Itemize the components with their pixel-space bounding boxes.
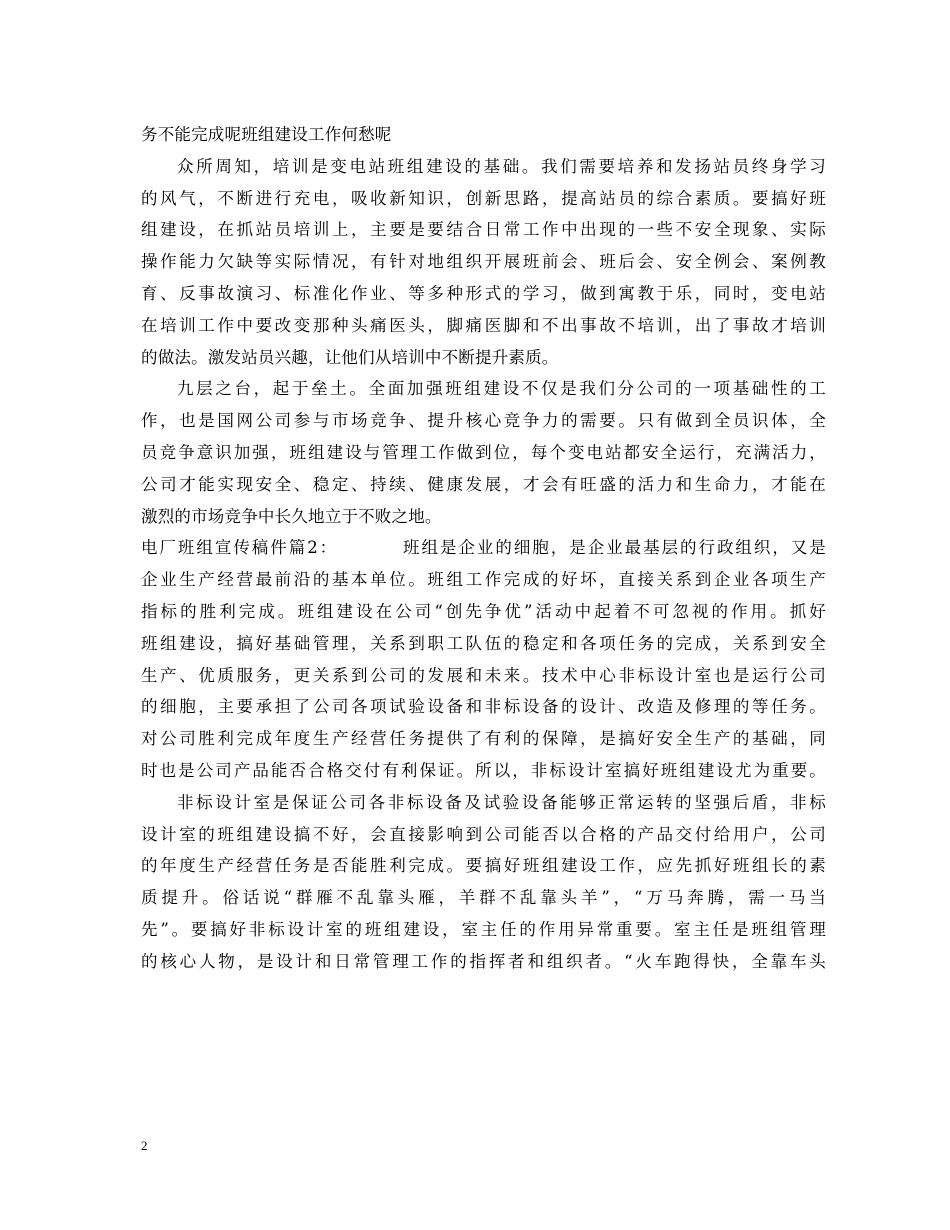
text-line-4: 组建设，在抓站员培训上，主要是要结合日常工作中出现的一些不安全现象、实际 [141,220,826,240]
text-line-19: 的细胞，主要承担了公司各项试验设备和非标设备的设计、改造及修理的等任务。 [141,697,826,717]
text-line-25: 质提升。俗话说“群雁不乱靠头雁，羊群不乱靠头羊”，“万马奔腾，需一马当 [141,888,826,908]
text-line-5: 操作能力欠缺等实际情况，有针对地组织开展班前会、班后会、安全例会、案例教 [141,252,826,272]
text-line-1: 务不能完成呢班组建设工作何愁呢 [141,125,392,144]
text-line-2: 众所周知，培训是变电站班组建设的基础。我们需要培养和发扬站员终身学习 [177,156,826,176]
text-line-16: 指标的胜利完成。班组建设在公司“创先争优”活动中起着不可忽视的作用。抓好 [141,601,826,621]
page-number: 2 [141,1138,148,1153]
text-line-7: 在培训工作中要改变那种头痛医头，脚痛医脚和不出事故不培训，出了事故才培训 [141,315,826,335]
text-line-14: 电厂班组宣传稿件篇2： 班组是企业的细胞，是企业最基层的行政组织，又是 [141,538,826,558]
text-line-6: 育、反事故演习、标准化作业、等多种形式的学习，做到寓教于乐，同时，变电站 [141,283,826,303]
text-line-10: 作，也是国网公司参与市场竞争、提升核心竞争力的需要。只有做到全员识体，全 [141,411,826,431]
text-line-21: 时也是公司产品能否合格交付有利保证。所以，非标设计室搞好班组建设尤为重要。 [141,760,826,780]
text-line-3: 的风气，不断进行充电，吸收新知识，创新思路，提高站员的综合素质。要搞好班 [141,188,826,208]
text-line-24: 的年度生产经营任务是否能胜利完成。要搞好班组建设工作，应先抓好班组长的素 [141,856,826,876]
text-line-17: 班组建设，搞好基础管理，关系到职工队伍的稳定和各项任务的完成，关系到安全 [141,633,826,653]
text-line-23: 设计室的班组建设搞不好，会直接影响到公司能否以合格的产品交付给用户，公司 [141,824,826,844]
text-line-26: 先”。要搞好非标设计室的班组建设，室主任的作用异常重要。室主任是班组管理 [141,919,826,939]
text-line-11: 员竞争意识加强，班组建设与管理工作做到位，每个变电站都安全运行，充满活力， [141,442,826,462]
document-body [141,119,826,978]
text-line-8: 的做法。激发站员兴趣，让他们从培训中不断提升素质。 [141,347,559,367]
text-line-22: 非标设计室是保证公司各非标设备及试验设备能够正常运转的坚强后盾，非标 [177,792,826,812]
text-line-27: 的核心人物，是设计和日常管理工作的指挥者和组织者。“火车跑得快，全靠车头 [141,951,826,971]
text-line-9: 九层之台，起于垒土。全面加强班组建设不仅是我们分公司的一项基础性的工 [177,379,826,399]
text-line-20: 对公司胜利完成年度生产经营任务提供了有利的保障，是搞好安全生产的基础，同 [141,729,826,749]
text-line-15: 企业生产经营最前沿的基本单位。班组工作完成的好坏，直接关系到企业各项生产 [141,570,826,590]
text-line-13: 激烈的市场竞争中长久地立于不败之地。 [141,506,442,526]
text-line-12: 公司才能实现安全、稳定、持续、健康发展，才会有旺盛的活力和生命力，才能在 [141,474,826,494]
text-line-18: 生产、优质服务，更关系到公司的发展和未来。技术中心非标设计室也是运行公司 [141,665,826,685]
